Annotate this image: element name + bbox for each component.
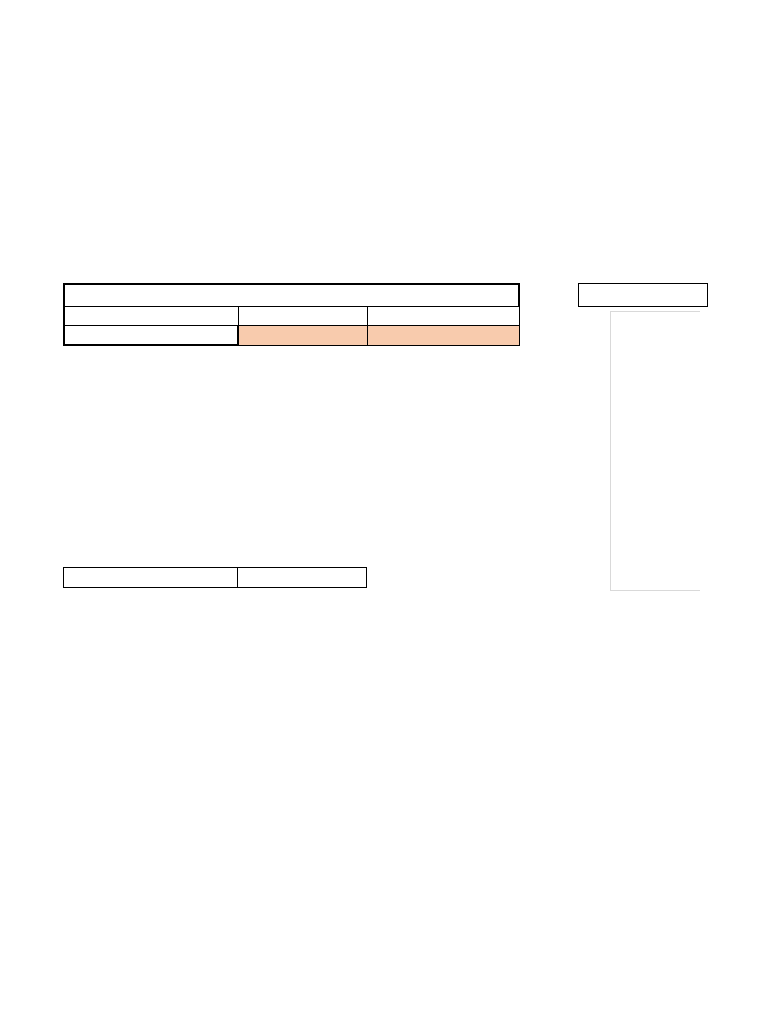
total-label xyxy=(64,326,238,346)
projected-value xyxy=(238,568,367,588)
chart-area xyxy=(610,311,700,591)
total-row xyxy=(64,326,519,346)
total-revenue xyxy=(238,326,367,346)
chart-svg xyxy=(611,312,700,591)
analysis-box xyxy=(578,283,708,307)
table-header-row xyxy=(64,306,519,326)
projected-label xyxy=(64,568,238,588)
header-contribution xyxy=(367,306,519,326)
header-revenue xyxy=(238,306,367,326)
header-category xyxy=(64,306,238,326)
total-contribution xyxy=(367,326,519,346)
projected-budget-table xyxy=(63,567,367,588)
table-caption xyxy=(64,284,519,306)
budget-table xyxy=(63,283,520,346)
